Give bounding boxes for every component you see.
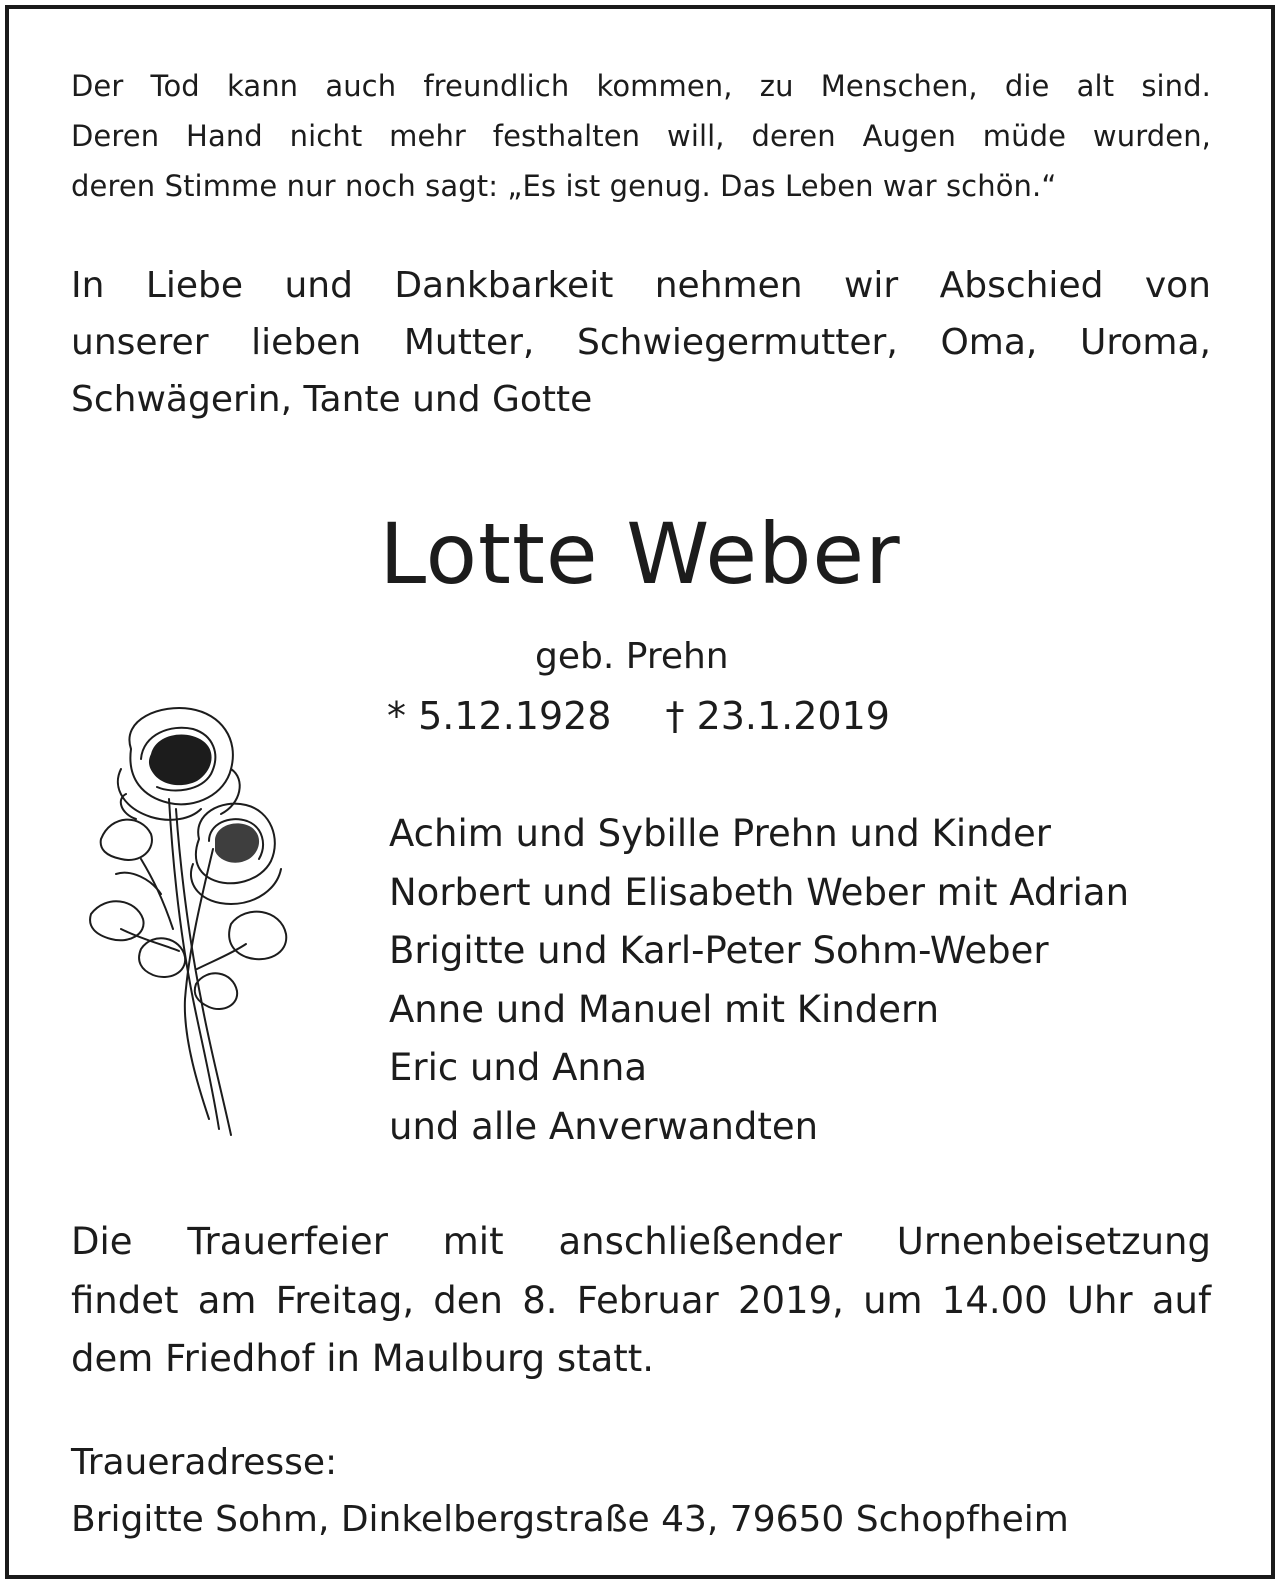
death-date: † 23.1.2019 bbox=[665, 694, 890, 738]
rose-illustration-icon bbox=[81, 699, 291, 1139]
funeral-service-info bbox=[71, 1213, 1211, 1389]
opening-verse bbox=[71, 61, 1211, 211]
verse-line: Deren Hand nicht mehr festhalten will, deren Augen müde wurden, bbox=[71, 119, 1211, 153]
address-value: Brigitte Sohm, Dinkelbergstraße 43, 79650 Schopfheim bbox=[71, 1499, 1069, 1540]
verse-line: Der Tod kann auch freundlich kommen, zu Menschen, die alt sind. bbox=[71, 69, 1211, 103]
obituary-notice bbox=[5, 5, 1275, 1579]
deceased-name: Lotte Weber bbox=[379, 505, 901, 603]
mourner-line: Norbert und Elisabeth Weber mit Adrian bbox=[389, 870, 1130, 914]
mourner-line: Eric und Anna bbox=[389, 1046, 648, 1089]
intro-line: Schwägerin, Tante und Gotte bbox=[71, 379, 593, 420]
mourner-line: Brigitte und Karl-Peter Sohm-Weber bbox=[389, 929, 1049, 972]
intro-line: unserer lieben Mutter, Schwiegermutter, Oma, Uroma, bbox=[71, 322, 1211, 363]
maiden-name: geb. Prehn bbox=[535, 636, 729, 677]
farewell-intro bbox=[71, 257, 1211, 428]
service-line: dem Friedhof in Maulburg statt. bbox=[71, 1337, 655, 1380]
birth-date: * 5.12.1928 bbox=[387, 694, 612, 738]
intro-line: In Liebe und Dankbarkeit nehmen wir Abschied von bbox=[71, 265, 1211, 306]
mourner-line: Achim und Sybille Prehn und Kinder bbox=[389, 812, 1052, 855]
mourner-line: und alle Anverwandten bbox=[389, 1104, 819, 1148]
address-label: Traueradresse: bbox=[71, 1442, 338, 1483]
service-line: findet am Freitag, den 8. Februar 2019, um 14.00 Uhr auf bbox=[71, 1278, 1211, 1322]
verse-line: deren Stimme nur noch sagt: „Es ist genug. Das Leben war schön.“ bbox=[71, 169, 1057, 203]
mourner-line: Anne und Manuel mit Kindern bbox=[389, 987, 940, 1031]
service-line: Die Trauerfeier mit anschließender Urnenbeisetzung bbox=[71, 1220, 1211, 1263]
mourners-list bbox=[389, 805, 1129, 1156]
mourning-address bbox=[71, 1434, 1069, 1548]
life-dates bbox=[387, 693, 890, 739]
